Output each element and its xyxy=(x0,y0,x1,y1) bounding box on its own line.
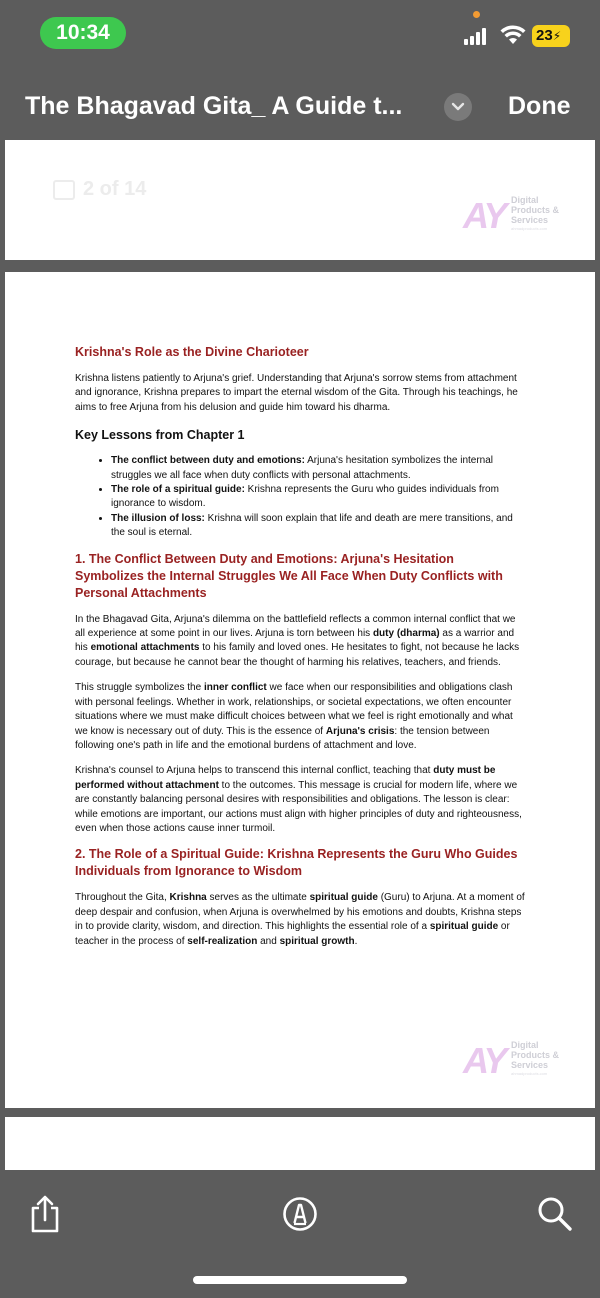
logo-tagline: ahmadproducts.com xyxy=(511,226,548,231)
title-menu-button[interactable] xyxy=(444,93,472,121)
section-heading: Key Lessons from Chapter 1 xyxy=(75,428,245,443)
list-item-text: Arjuna's hesitation symbolizes the internal struggles we all face when duty conflicts with personal attachments. xyxy=(111,455,494,481)
logo-line1: Digital xyxy=(511,1040,539,1050)
watermark-logo xyxy=(463,1040,573,1080)
document-page-previous xyxy=(5,140,595,260)
logo-text xyxy=(511,195,559,225)
section-heading: 1. The Conflict Between Duty and Emotions: Arjuna's Hesitation Symbolizes the Internal Struggles We All Face When Duty Conflicts with Personal Attachments xyxy=(75,551,503,600)
page-indicator xyxy=(53,178,146,201)
section-heading: Krishna's Role as the Divine Charioteer xyxy=(75,345,309,359)
list-item-text: Krishna represents the Guru who guides individuals from ignorance to wisdom. xyxy=(111,484,499,510)
home-indicator[interactable] xyxy=(193,1276,407,1284)
section-heading: 2. The Role of a Spiritual Guide: Krishna Represents the Guru Who Guides Individuals from Ignorance to Wisdom xyxy=(75,847,518,879)
search-icon[interactable] xyxy=(537,1196,573,1232)
logo-tagline: ahmadproducts.com xyxy=(511,1071,548,1076)
done-button[interactable]: Done xyxy=(508,92,571,120)
page-icon xyxy=(53,180,75,200)
bottom-toolbar xyxy=(0,1170,600,1298)
document-page-next xyxy=(5,1117,595,1170)
battery-indicator xyxy=(532,25,570,47)
page-indicator-text: 2 of 14 xyxy=(83,178,147,200)
logo-line1: Digital xyxy=(511,195,539,205)
logo-text xyxy=(511,1040,559,1070)
paragraph: Krishna's counsel to Arjuna helps to transcend this internal conflict, teaching that duty must be performed without attachment to the outcomes. This message is crucial for modern life, where we are constantly balancing personal desires with responsibilities and obligations. The lesson is clear: while emotions are important, our actions must align with higher principles of duty and righteousness, even when those actions cause inner turmoil. xyxy=(75,765,522,834)
logo-line2: Products & xyxy=(511,1050,560,1060)
list-item xyxy=(111,483,525,512)
list-item xyxy=(111,454,525,483)
status-time[interactable]: 10:34 xyxy=(40,17,126,49)
charging-bolt-icon: ⚡ xyxy=(552,29,562,43)
paragraph: Throughout the Gita, Krishna serves as the ultimate spiritual guide (Guru) to Arjuna. At a moment of deep despair and confusion, when Arjuna is overwhelmed by his emotions and doubts, Krishna steps in to provide clarity, wisdom, and direction. This highlights the essential role of a spiritual guide or teacher in the process of self-realization and spiritual growth. xyxy=(75,892,525,947)
markup-icon[interactable] xyxy=(282,1196,318,1232)
list-item-text: Krishna will soon explain that life and death are mere transitions, and the soul is eternal. xyxy=(111,512,513,539)
list-item-bold: The role of a spiritual guide: xyxy=(111,484,245,496)
chevron-down-icon xyxy=(451,101,465,113)
status-bar xyxy=(0,0,600,72)
cellular-signal-icon xyxy=(464,27,492,45)
document-page-current xyxy=(5,272,595,1108)
logo-line3: Services xyxy=(511,1060,549,1070)
list-item-bold: The illusion of loss: xyxy=(111,512,205,524)
list-item-bold: The conflict between duty and emotions: xyxy=(111,455,305,467)
document-title[interactable]: The Bhagavad Gita_ A Guide t... xyxy=(25,92,403,120)
list-item xyxy=(111,512,525,541)
title-bar xyxy=(0,72,600,140)
watermark-logo xyxy=(463,195,573,235)
wifi-icon xyxy=(500,24,526,46)
paragraph: This struggle symbolizes the inner conflict we face when our responsibilities and obligations clash with personal feelings. Whether in work, relationships, or societal expectations, we often encounter situations where we must make difficult choices between what we feel is right emotionally and what we know is necessary out of duty. This is the essence of Arjuna's crisis: the tension between following one's path in life and the emotional burdens of attachment and love. xyxy=(75,682,513,751)
paragraph: Krishna listens patiently to Arjuna's grief. Understanding that Arjuna's sorrow stems from attachment and ignorance, Krishna prepares to impart the eternal wisdom of the Gita. Through his teachings, he aims to free Arjuna from his delusion and guide him toward his dharma. xyxy=(75,373,518,413)
paragraph: In the Bhagavad Gita, Arjuna's dilemma on the battlefield reflects a common internal conflict that we all experience at some point in our lives. Arjuna is torn between his duty (dharma) as a warrior and his emotional attachments to his family and loved ones. He hesitates to fight, not because he lacks courage, but because he cannot bear the thought of harming his relatives, teachers, and friends. xyxy=(75,613,520,668)
battery-level: 23 xyxy=(536,27,553,44)
logo-line3: Services xyxy=(511,215,549,225)
logo-mark: AY xyxy=(463,1040,505,1081)
page-content xyxy=(75,344,525,949)
share-icon[interactable] xyxy=(28,1194,62,1234)
bullet-list xyxy=(75,454,525,540)
privacy-indicator-dot xyxy=(473,11,480,18)
logo-line2: Products & xyxy=(511,205,560,215)
logo-mark: AY xyxy=(463,195,505,236)
